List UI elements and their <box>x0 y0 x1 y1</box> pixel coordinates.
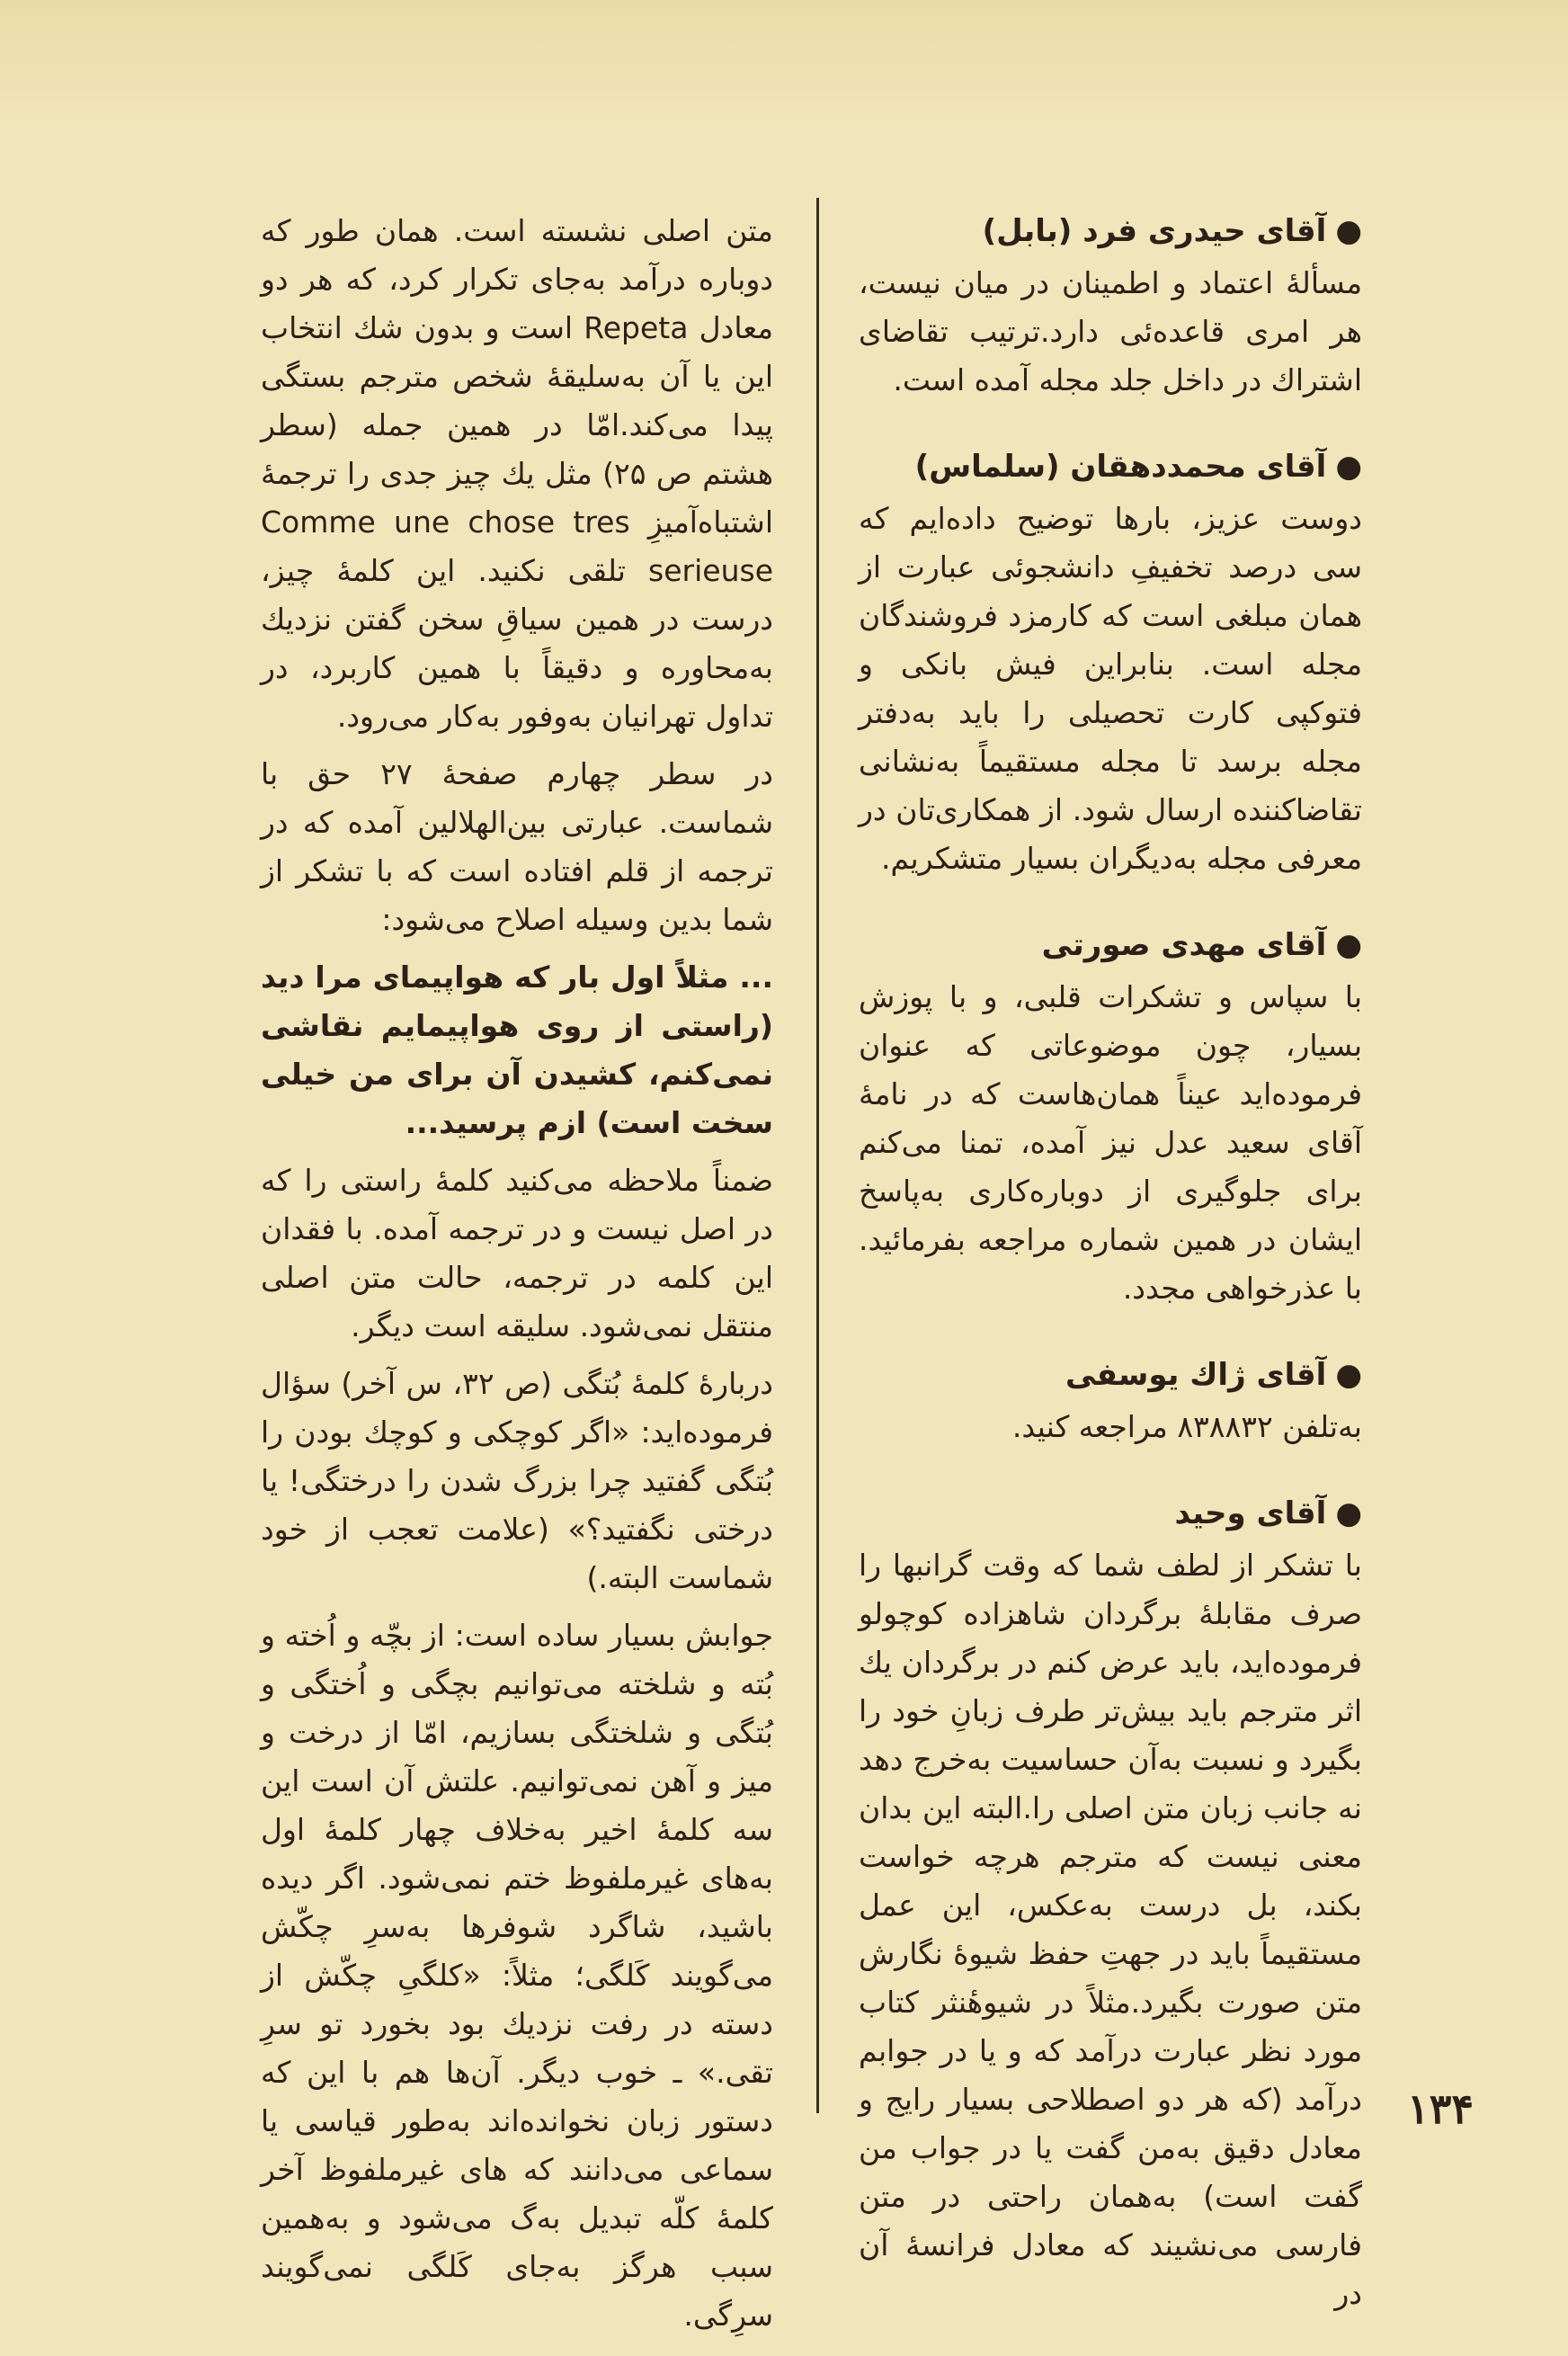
reply-text: با سپاس و تشکرات قلبی، و با پوزش بسیار، چون موضوعاتی که عنوان فرموده‌اید عیناً همان‌هاست که در نامهٔ آقای سعید عدل نیز آمده، تمنا می‌کنم برای جلوگیری از دوباره‌کاری به‌پاسخ ایشان در همین شماره مراجعه بفرمائید. با عذرخواهی مجدد. <box>859 979 1362 1306</box>
bullet-icon: ● <box>1335 449 1362 485</box>
body-paragraph: متن اصلی نشسته است. همان طور که دوباره درآمد به‌جای تکرار کرد، که هر دو معادل Repeta است و بدون شك انتخاب این یا آن به‌سلیقهٔ شخص مترجم بستگی پیدا می‌کند.امّا در همین جمله (سطر هشتم ص ۲۵) مثل یك چیز جدی را ترجمهٔ اشتباه‌آمیزِ Comme une chose tres serieuse تلقی نکنید. این کلمهٔ چیز، درست در همین سیاقِ سخن گفتن نزدیك به‌محاوره و دقیقاً با همین کاربرد، در تداول تهرانیان به‌وفور به‌کار می‌رود. <box>261 213 774 734</box>
reply-entry <box>859 442 1362 883</box>
reply-entry <box>859 207 1362 405</box>
body-paragraph: در سطر چهارم صفحهٔ ۲۷ حق با شماست. عبارتی بین‌الهلالین آمده که در ترجمه از قلم افتاده است که با تشکر از شما بدین وسیله اصلاح می‌شود: <box>261 756 773 937</box>
reader-name: آقای حیدری فرد (بابل) <box>982 213 1327 249</box>
reader-name: آقای مهدی صورتی <box>1041 927 1327 963</box>
column-divider <box>816 198 819 2113</box>
page-top-band <box>0 0 1568 126</box>
reader-name: آقای ژاك یوسفی <box>1065 1357 1327 1393</box>
body-paragraph: ضمناً ملاحظه می‌کنید کلمهٔ راستی را که در اصل نیست و در ترجمه آمده. با فقدان این کلمه در ترجمه، حالت متن اصلی منتقل نمی‌شود. سلیقه است دیگر. <box>261 1163 773 1343</box>
body-paragraph: ... مثلاً اول بار که هواپیمای مرا دید (راستی از روی هواپیمایم نقاشی نمی‌کنم، کشیدن آن برای من خیلی سخت است) ازم پرسید... <box>261 959 773 1140</box>
body-paragraph: جوابش بسیار ساده است: از بچّه و اُخته و بُته و شلخته می‌توانیم بچگی و اُختگی و بُتگی و شلختگی بسازیم، امّا از درخت و میز و آهن نمی‌توانیم. علتش آن است این سه کلمهٔ اخیر به‌خلاف چهار کلمهٔ اول به‌های غیرملفوظ ختم نمی‌شود. اگر دیده باشید، شاگرد شوفرها به‌سرِ چکّش می‌گویند کَلگی؛ مثلاً: «کلگیِ چکّش از دسته در رفت نزدیك بود بخورد تو سرِ تقی.» ـ خوب دیگر. آن‌ها هم با این که دستور زبان نخوانده‌اند به‌طور قیاسی یا سماعی می‌دانند که های غیرملفوظ آخر کلمهٔ کلّه تبدیل به‌گ می‌شود و به‌همین سبب هرگز به‌جای کَلگی نمی‌گویند سرِگی. <box>261 1618 773 2333</box>
reply-text: به‌تلفن ۸۳۸۸۳۲ مراجعه کنید. <box>1011 1409 1362 1444</box>
reply-entry <box>859 1489 1362 2318</box>
reader-name: آقای وحید <box>1174 1495 1327 1531</box>
right-column <box>859 207 1362 2356</box>
bullet-icon: ● <box>1335 1357 1362 1393</box>
reply-text: با تشکر از لطف شما که وقت گرانبها را صرف مقابلهٔ برگردان شاهزاده کوچولو فرموده‌اید، باید عرض کنم در برگردان یك اثر مترجم باید بیش‌تر طرف زبانِ خود را بگیرد و نسبت به‌آن حساسیت به‌خرج دهد نه جانب زبان متن اصلی را.البته این بدان معنی نیست که مترجم هرچه خواست بکند، بل درست به‌عکس، این عمل مستقیماً باید در جهتِ حفظ شیوهٔ نگارش متن صورت بگیرد.مثلاً در شیوهٔنثر کتاب مورد نظر عبارت درآمد که و یا در جوابم درآمد (که هر دو اصطلاحی بسیار رایج و معادل دقیق به‌من گفت یا در جواب من گفت است) به‌همان راحتی در متن فارسی می‌نشیند که معادل فرانسهٔ آن در <box>859 1548 1362 2311</box>
bullet-icon: ● <box>1335 927 1362 963</box>
reader-name: آقای محمددهقان (سلماس) <box>914 449 1327 485</box>
bullet-icon: ● <box>1335 1495 1362 1531</box>
left-column <box>261 207 773 2349</box>
body-paragraph: دربارهٔ کلمهٔ بُتگی (ص ۳۲، س آخر) سؤال فرموده‌اید: «اگر کوچکی و کوچك بودن را بُتگی گفتید چرا بزرگ شدن را درختگی! یا درختی نگفتید؟» (علامت تعجب از خود شماست البته.) <box>261 1366 773 1595</box>
reply-entry <box>859 921 1362 1313</box>
reply-entry <box>859 1351 1362 1451</box>
bullet-icon: ● <box>1335 213 1362 249</box>
reply-text: دوست عزیز، بارها توضیح داده‌ایم که سی درصد تخفیفِ دانشجوئی عبارت از همان مبلغی است که کارمزد فروشندگان مجله است. بنابراین فیش بانکی و فتوکپی کارت تحصیلی را باید به‌دفتر مجله برسد تا مجله مستقیماً به‌نشانی تقاضاکننده ارسال شود. از همکاری‌تان در معرفی مجله به‌دیگران بسیار متشکریم. <box>859 501 1362 876</box>
reply-text: مسألهٔ اعتماد و اطمینان در میان نیست، هر امری قاعده‌ئی دارد.ترتیب تقاضای اشتراك در داخل جلد مجله آمده است. <box>859 265 1362 397</box>
page-number: ۱۳۴ <box>1407 2084 1474 2133</box>
